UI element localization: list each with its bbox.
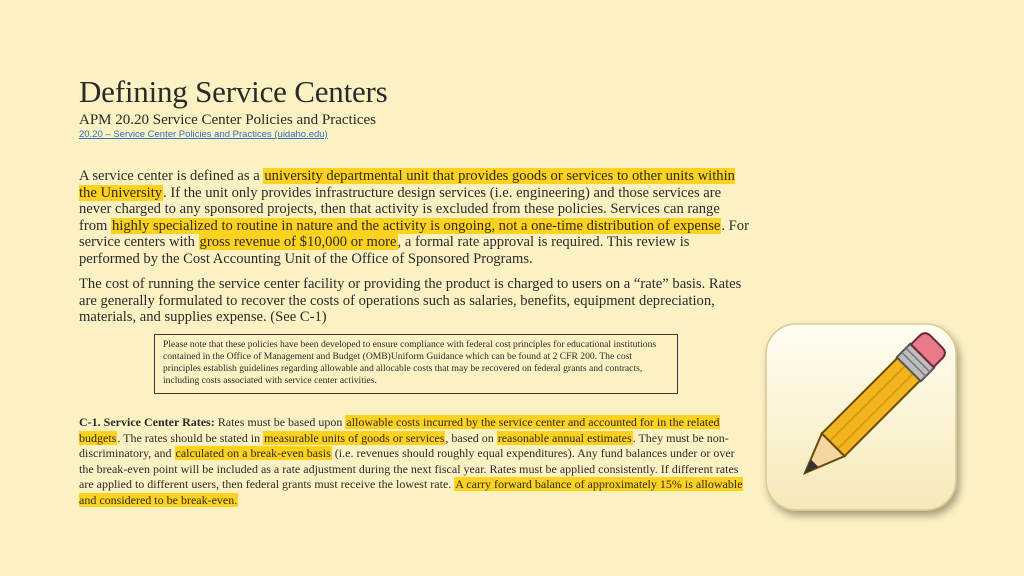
highlight-allowable-costs: allowable costs incurred by the service center and accounted for in the related budgets [79,415,720,445]
service-center-rates-paragraph [79,415,749,508]
text-run: . If the unit only provides infrastructure design services (i.e. engineering) and those services are never charged to any sponsored projects, then that activity is excluded from these policies. Services can range from [79,184,722,234]
text-run: . For service centers with [79,217,749,250]
highlight-revenue-threshold: gross revenue of $10,000 or more [199,234,397,250]
page-title: Defining Service Centers [79,74,388,109]
highlight-annual-estimates: reasonable annual estimates [497,430,632,445]
rate-paragraph: The cost of running the service center facility or providing the product is charged to users on a “rate” basis. Rates are generally formulated to recover the costs of operations such as salaries, benefits, equipment depreciation, materials, and supplies expense. (See C-1) [79,276,742,325]
section-label: C-1. Service Center Rates: [79,415,215,429]
text-run: A service center is defined as a [79,168,264,184]
pencil-icon [752,318,968,526]
text-run: Rates must be based upon [214,415,346,429]
text-run: . The rates should be stated in [117,430,264,445]
policy-link[interactable]: 20.20 – Service Center Policies and Practices (uidaho.edu) [79,129,328,140]
text-run: . They must be non-discriminatory, and [79,430,729,460]
compliance-note: Please note that these policies have been developed to ensure compliance with federal cost principles for educational institutions contained in the Office of Management and Budget (OMB)Uniform Guidance which can be found at 2 CFR 200. The cost principles establish guidelines regarding allowable and allocable costs that may be recovered on federal grants and contracts, including costs associated with service center activities. [154,334,678,394]
definition-paragraph [79,168,749,267]
highlight-unit-definition: university departmental unit that provides goods or services to other units within the University [79,168,735,201]
text-run: (i.e. revenues should roughly equal expenditures). Any fund balances under or over the break-even point will be included as a rate adjustment during the next fiscal year. Rates must be applied consistently. If different rates are applied to different users, then federal grants must receive the lowest rate. [79,446,739,491]
highlight-measurable-units: measurable units of goods or services [264,430,445,445]
page-subtitle: APM 20.20 Service Center Policies and Practices [79,112,377,128]
highlight-break-even: calculated on a break-even basis [175,446,331,460]
highlight-carry-forward: A carry forward balance of approximately 15% is allowable and considered to be break-even. [79,477,743,507]
text-run: , a formal rate approval is required. This review is performed by the Cost Accounting Unit of the Office of Sponsored Programs. [79,234,690,267]
text-run: , based on [445,430,497,445]
highlight-service-range: highly specialized to routine in nature and the activity is ongoing, not a one-time distribution of expense [112,217,721,234]
